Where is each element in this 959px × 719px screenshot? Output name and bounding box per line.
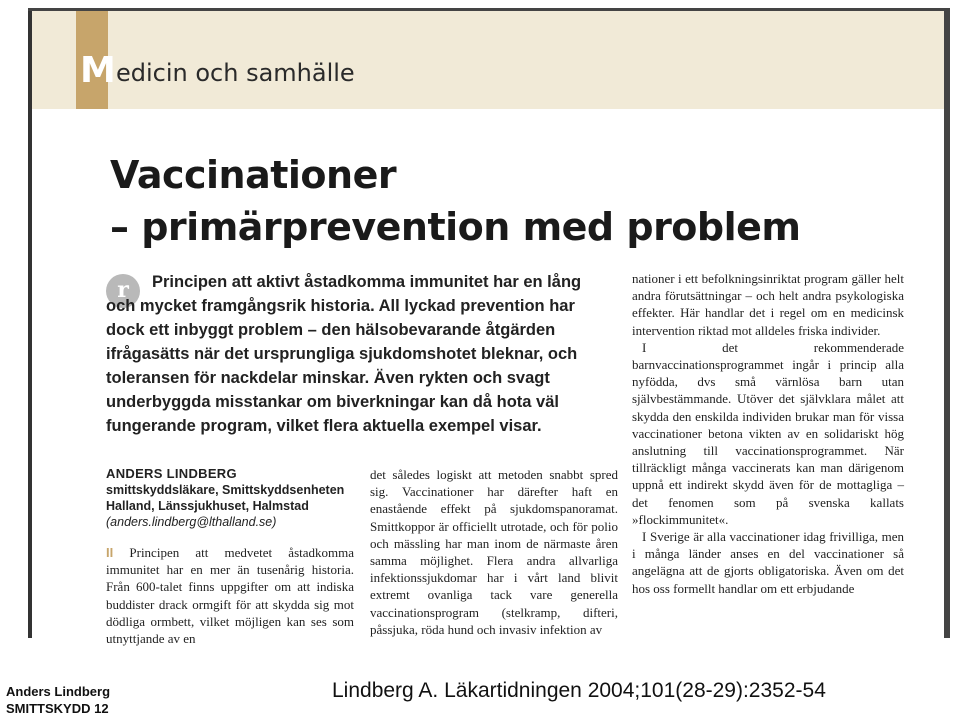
body-column-3 <box>632 270 904 597</box>
section-initial: M <box>80 50 116 91</box>
presentation-tag: SMITTSKYDD 12 <box>6 701 109 716</box>
article-abstract <box>106 270 604 438</box>
body-text: I Sverige är alla vaccinationer idag frivilliga, men i många länder anses en del vaccinationer så angelägna att de gjorts obligatoriska. Även om det hos oss formellt handlar om ett erbjudande <box>632 529 904 596</box>
author-affiliation: smittskyddsläkare, Smittskyddsenheten Halland, Länssjukhuset, Halmstad <box>106 483 345 513</box>
paragraph-marker: II <box>106 545 114 560</box>
body-paragraph-2 <box>632 339 904 528</box>
article-title-line-2: – primärprevention med problem <box>110 205 801 249</box>
body-paragraph: det således logiskt att metoden snabbt spred sig. Vaccinationer har därefter haft en enastående effekt på sjukdomspanoramat. Smittkoppor är officiellt utrotade, och för polio och mässling har man inom de närmaste åren samma möjlighet. Flera andra allvarliga infektionssjukdomar har i vårt land blivit extremt ovanliga tack vare generella vaccinationsprogram (stelkramp, difteri, påssjuka, röda hund och invasiv infektion av <box>370 467 618 637</box>
frame-border-top <box>28 8 950 11</box>
author-block <box>106 466 366 530</box>
presenter-name: Anders Lindberg <box>6 684 111 699</box>
body-paragraph-1: nationer i ett befolkningsinriktat program gäller helt andra förutsättningar – och helt andra psykologiska effekter. Här handlar det i regel om en medicinsk intervention riktad mot alldeles friska individer. <box>632 271 904 338</box>
body-paragraph <box>106 544 354 647</box>
citation-text: Lindberg A. Läkartidningen 2004;101(28-29):2352-54 <box>332 679 826 702</box>
frame-border-right <box>944 8 950 638</box>
abstract-text: Principen att aktivt åstadkomma immunitet har en lång och mycket framgångsrik historia. All lyckad prevention har dock ett inbyggt problem – den hälsobevarande åtgärden ifrågasätts när det ursprungliga sjukdomshotet bleknar, och toleransen för nackdelar minskar. Även rykten och svagt underbyggda misstankar om biverkningar kan då hota väl fungerande program, vilket flera aktuella exempel visar. <box>106 273 582 435</box>
frame-border-left <box>28 8 32 638</box>
article-title-line-1: Vaccinationer <box>110 153 397 197</box>
body-text: I det rekommenderade barnvaccinationsprogrammet ingår i princip alla nyfödda, dvs små värnlösa barn utan självbestämmande. Utöver det självklara målet att skydda den enskilda individen brukar man för vissa vaccinationer betona vikten av en solidariskt hög anslutning till vaccinationsprogrammet. När tillräckligt många vaccinerats kan man därigenom uppnå ett indirekt skydd även för de mottagliga – det fenomen som på svenska kallats »flockimmunitet«. <box>632 339 904 527</box>
section-header <box>32 11 944 109</box>
body-column-1 <box>106 544 354 647</box>
article-title <box>110 149 930 253</box>
article-scan <box>28 8 950 647</box>
section-title: edicin och samhälle <box>116 59 355 87</box>
body-column-2 <box>370 466 618 638</box>
journal-logo-icon: r <box>106 274 140 308</box>
author-name: ANDERS LINDBERG <box>106 466 237 481</box>
body-text: Principen att medvetet åstadkomma immunitet har en mer än tusenårig historia. Från 600-talet finns uppgifter om att indiska buddister drack ormgift för att skydda sig mot dödliga ormbett, vilket möjligen kan ses som utnyttjande av en <box>106 545 355 647</box>
presenter-caption <box>6 683 136 717</box>
author-email: (anders.lindberg@lthalland.se) <box>106 515 277 529</box>
body-paragraph-3 <box>632 528 904 597</box>
